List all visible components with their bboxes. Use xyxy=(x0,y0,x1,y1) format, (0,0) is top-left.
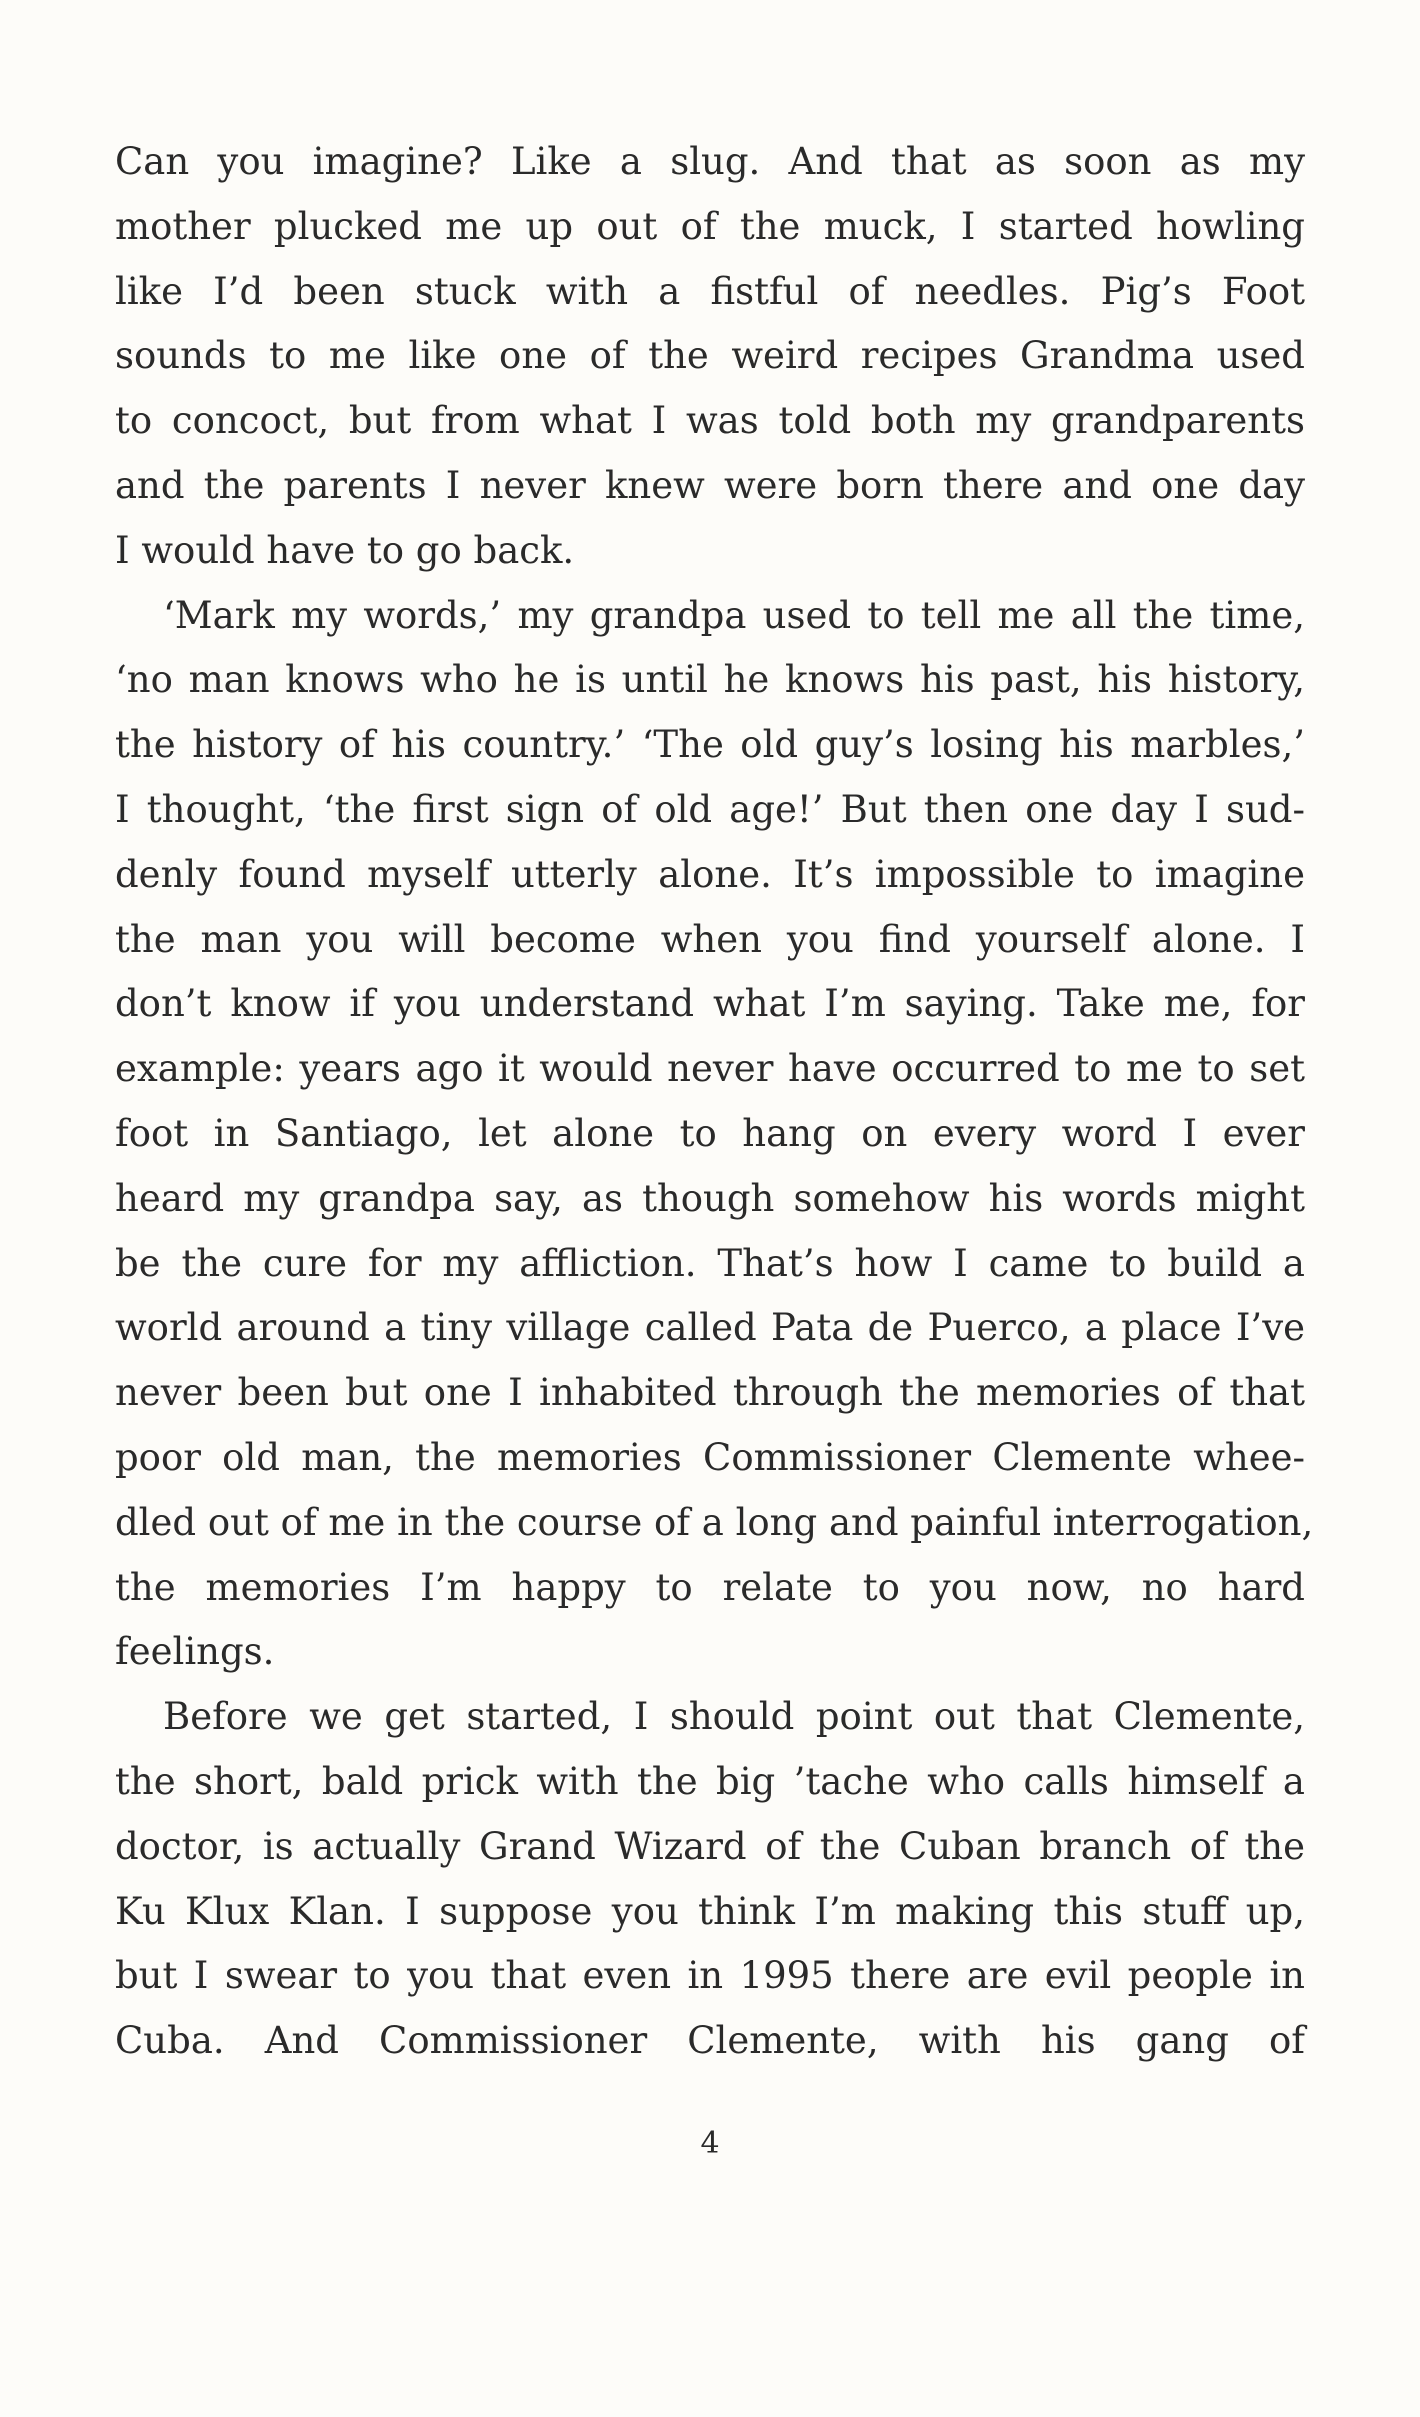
text-line: Ku Klux Klan. I suppose you think I’m making this stuff up, xyxy=(115,1889,1305,1933)
text-line: heard my grandpa say, as though somehow his words might xyxy=(115,1176,1305,1220)
text-line: mother plucked me up out of the muck, I started howling xyxy=(115,204,1305,248)
text-line: don’t know if you understand what I’m saying. Take me, for xyxy=(115,982,1305,1026)
page-number: 4 xyxy=(700,2126,720,2161)
text-line: ‘no man knows who he is until he knows his past, his history, xyxy=(115,658,1305,702)
text-line: the memories I’m happy to relate to you now, no hard xyxy=(115,1565,1305,1609)
text-line: be the cure for my affliction. That’s how I came to build a xyxy=(115,1241,1305,1285)
paragraph xyxy=(115,1685,1305,2074)
text-line: but I swear to you that even in 1995 there are evil people in xyxy=(115,1954,1305,1998)
text-line: to concoct, but from what I was told both my grandparents xyxy=(115,399,1305,443)
text-line: I thought, ‘the first sign of old age!’ But then one day I sud- xyxy=(115,787,1305,831)
text-line: Can you imagine? Like a slug. And that as soon as my xyxy=(115,140,1305,183)
text-line: example: years ago it would never have occurred to me to set xyxy=(115,1047,1305,1091)
text-line: Cuba. And Commissioner Clemente, with his gang of xyxy=(115,2019,1305,2063)
text-line: sounds to me like one of the weird recipes Grandma used xyxy=(115,334,1305,378)
paragraph xyxy=(115,130,1305,584)
text-line: world around a tiny village called Pata de Puerco, a place I’ve xyxy=(115,1306,1305,1350)
text-line: denly found myself utterly alone. It’s impossible to imagine xyxy=(115,852,1305,896)
text-line: and the parents I never knew were born there and one day xyxy=(115,463,1305,507)
text-line: the history of his country.’ ‘The old guy’s losing his marbles,’ xyxy=(115,723,1305,767)
text-line: I would have to go back. xyxy=(115,528,575,572)
paragraph xyxy=(115,584,1314,1686)
text-line: ‘Mark my words,’ my grandpa used to tell me all the time, xyxy=(163,593,1305,637)
text-line: Before we get started, I should point out that Clemente, xyxy=(163,1695,1305,1739)
text-line: poor old man, the memories Commissioner Clemente whee- xyxy=(115,1435,1305,1479)
text-line: the short, bald prick with the big ’tache who calls himself a xyxy=(115,1759,1305,1803)
text-line: never been but one I inhabited through the memories of that xyxy=(115,1371,1305,1415)
text-line: the man you will become when you find yourself alone. I xyxy=(115,917,1305,961)
text-line: doctor, is actually Grand Wizard of the Cuban branch of the xyxy=(115,1824,1305,1868)
text-line: feelings. xyxy=(115,1630,275,1674)
text-line: foot in Santiago, let alone to hang on every word I ever xyxy=(115,1111,1305,1155)
text-line: like I’d been stuck with a fistful of needles. Pig’s Foot xyxy=(115,269,1305,313)
text-line: dled out of me in the course of a long and painful interrogation, xyxy=(115,1500,1314,1544)
body-text xyxy=(115,130,1314,2074)
